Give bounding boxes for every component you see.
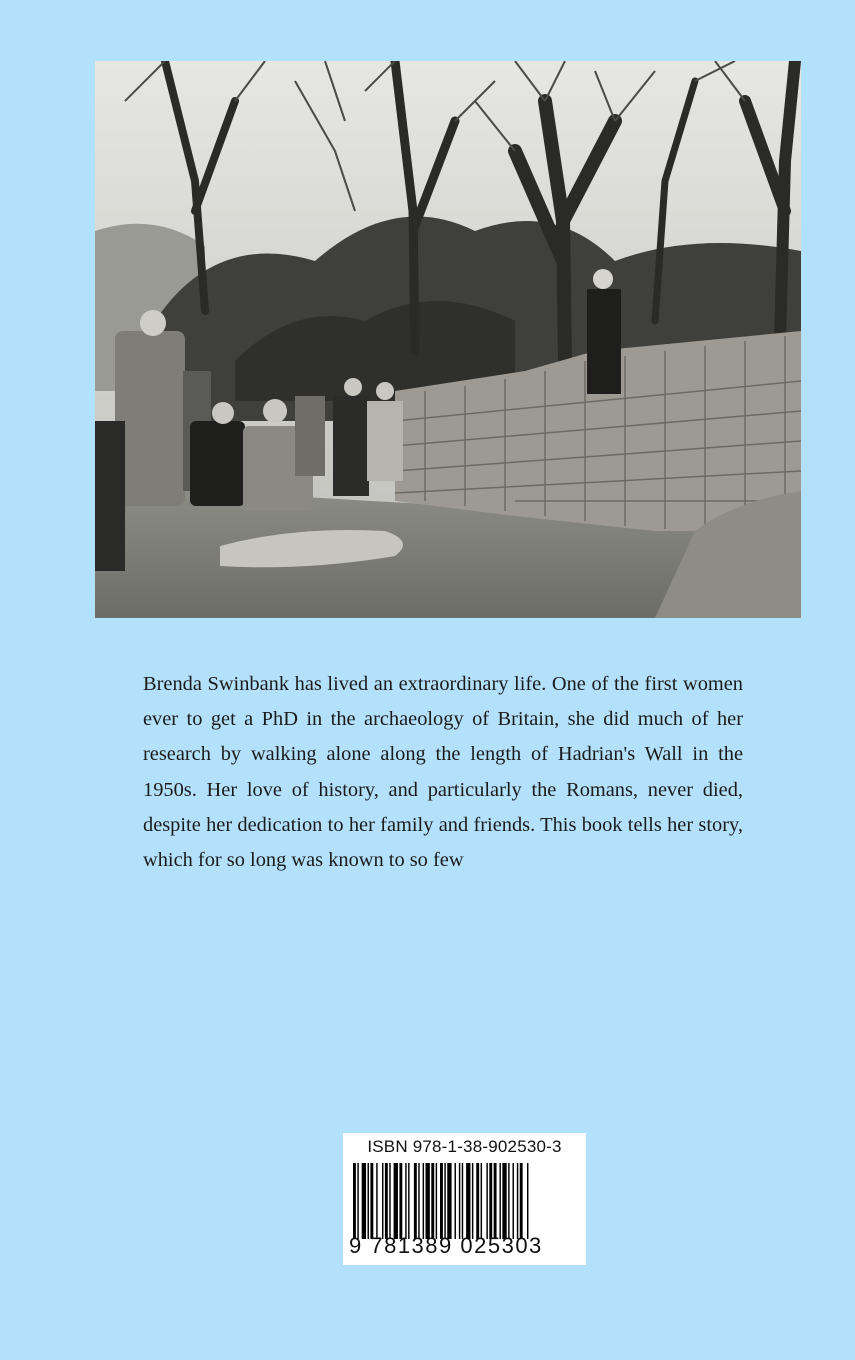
barcode-bar bbox=[444, 1163, 445, 1239]
barcode-bar bbox=[489, 1163, 492, 1239]
barcode-bar bbox=[447, 1163, 451, 1239]
isbn-barcode bbox=[343, 1133, 586, 1265]
barcode-bar bbox=[494, 1163, 497, 1239]
barcode-bar bbox=[513, 1163, 514, 1239]
barcode-bar bbox=[423, 1163, 424, 1239]
barcode-bar bbox=[462, 1163, 463, 1239]
barcode-digits: 9 781389 025303 bbox=[349, 1233, 543, 1258]
barcode-bar bbox=[440, 1163, 443, 1239]
barcode-bar bbox=[414, 1163, 417, 1239]
barcode-bar bbox=[527, 1163, 528, 1239]
barcode-bar bbox=[418, 1163, 419, 1239]
barcode-bar bbox=[382, 1163, 383, 1239]
barcode-bar bbox=[520, 1163, 523, 1239]
barcode-bar bbox=[517, 1163, 518, 1239]
barcode-bar bbox=[362, 1163, 366, 1239]
barcode-bar bbox=[353, 1163, 356, 1239]
barcode-bar bbox=[405, 1163, 406, 1239]
barcode-bar bbox=[502, 1163, 506, 1239]
barcode-bar bbox=[370, 1163, 373, 1239]
isbn-label: ISBN 978-1-38-902530-3 bbox=[367, 1137, 562, 1156]
photo-illustration bbox=[95, 61, 801, 618]
cover-photo bbox=[95, 61, 801, 618]
barcode-bar bbox=[472, 1163, 473, 1239]
barcode-bar bbox=[476, 1163, 479, 1239]
back-cover-blurb: Brenda Swinbank has lived an extraordinary life. One of the first women ever to get a PhD in the archaeology of Britain, she did much of her research by walking alone along the length of Hadrian's Wall in the 1950s. Her love of history, and particularly the Romans, never died, despite her dedication to her family and friends. This book tells her story, which for so long was known to so few bbox=[143, 673, 743, 872]
barcode-bar bbox=[436, 1163, 437, 1239]
barcode-bar bbox=[431, 1163, 434, 1239]
barcode-bar bbox=[455, 1163, 456, 1239]
barcode-bar bbox=[368, 1163, 369, 1239]
barcode-bar bbox=[508, 1163, 509, 1239]
barcode-bar bbox=[499, 1163, 500, 1239]
barcode-bar bbox=[408, 1163, 409, 1239]
barcode-bar bbox=[486, 1163, 487, 1239]
barcode-bar bbox=[357, 1163, 358, 1239]
barcode-bar bbox=[459, 1163, 460, 1239]
barcode-bar bbox=[426, 1163, 430, 1239]
barcode-bar bbox=[466, 1163, 470, 1239]
barcode-bar bbox=[389, 1163, 390, 1239]
barcode-bar bbox=[394, 1163, 398, 1239]
barcode-bar bbox=[399, 1163, 402, 1239]
barcode-bar bbox=[481, 1163, 482, 1239]
barcode-bar bbox=[385, 1163, 388, 1239]
barcode-bars bbox=[353, 1163, 575, 1239]
barcode-bar bbox=[376, 1163, 377, 1239]
